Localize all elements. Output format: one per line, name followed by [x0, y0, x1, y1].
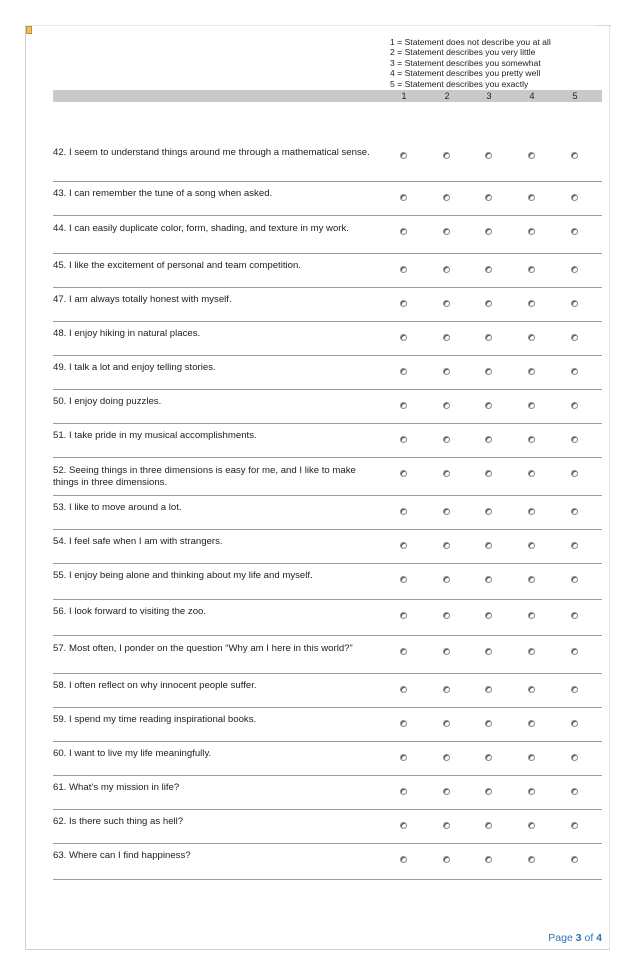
question-text: 51. I take pride in my musical accomplishments. — [53, 430, 257, 441]
question-text: 62. Is there such thing as hell? — [53, 816, 184, 827]
rating-radio-5[interactable] — [571, 542, 578, 549]
rating-radio-5[interactable] — [571, 194, 578, 201]
question-text: 50. I enjoy doing puzzles. — [53, 396, 162, 407]
rating-radio-1[interactable] — [400, 470, 407, 477]
rating-radio-4[interactable] — [528, 368, 535, 375]
rating-radio-1[interactable] — [400, 266, 407, 273]
scale-label-4: 4 — [529, 91, 535, 101]
question-text: 43. I can remember the tune of a song when asked. — [53, 188, 273, 199]
rating-radio-3[interactable] — [485, 334, 492, 341]
rating-radio-5[interactable] — [571, 368, 578, 375]
question-row — [53, 564, 602, 600]
question-row — [53, 254, 602, 288]
question-row — [53, 600, 602, 636]
rating-radio-2[interactable] — [443, 266, 450, 273]
question-row — [53, 182, 602, 216]
rating-radio-4[interactable] — [528, 822, 535, 829]
question-list — [53, 140, 602, 880]
rating-radio-3[interactable] — [485, 436, 492, 443]
scale-label-5: 5 — [572, 91, 578, 101]
page-footer — [548, 932, 602, 944]
rating-radio-3[interactable] — [485, 856, 492, 863]
rating-radio-3[interactable] — [485, 788, 492, 795]
rating-radio-5[interactable] — [571, 228, 578, 235]
rating-radio-2[interactable] — [443, 720, 450, 727]
rating-radio-2[interactable] — [443, 508, 450, 515]
question-row — [53, 356, 602, 390]
rating-radio-4[interactable] — [528, 402, 535, 409]
question-text: 57. Most often, I ponder on the question “Why am I here in this world?” — [53, 643, 353, 654]
rating-radio-1[interactable] — [400, 576, 407, 583]
rating-radio-3[interactable] — [485, 576, 492, 583]
question-row — [53, 288, 602, 322]
rating-radio-4[interactable] — [528, 754, 535, 761]
legend-item: 5 = Statement describes you exactly — [390, 78, 529, 89]
rating-radio-1[interactable] — [400, 612, 407, 619]
rating-radio-2[interactable] — [443, 228, 450, 235]
rating-radio-2[interactable] — [443, 788, 450, 795]
question-row — [53, 458, 602, 496]
page-sep: of — [581, 932, 597, 944]
rating-radio-5[interactable] — [571, 436, 578, 443]
rating-radio-4[interactable] — [528, 228, 535, 235]
rating-radio-3[interactable] — [485, 542, 492, 549]
scale-label-1: 1 — [401, 91, 407, 101]
rating-radio-5[interactable] — [571, 822, 578, 829]
page-current: 3 — [575, 932, 582, 944]
rating-radio-1[interactable] — [400, 300, 407, 307]
rating-radio-5[interactable] — [571, 856, 578, 863]
rating-radio-4[interactable] — [528, 686, 535, 693]
rating-radio-5[interactable] — [571, 266, 578, 273]
legend-item: 4 = Statement describes you pretty well — [390, 68, 541, 79]
rating-radio-5[interactable] — [571, 300, 578, 307]
rating-radio-2[interactable] — [443, 754, 450, 761]
rating-radio-2[interactable] — [443, 436, 450, 443]
rating-radio-4[interactable] — [528, 612, 535, 619]
rating-radio-3[interactable] — [485, 686, 492, 693]
question-text: 58. I often reflect on why innocent people suffer. — [53, 680, 257, 691]
rating-radio-4[interactable] — [528, 300, 535, 307]
rating-radio-1[interactable] — [400, 402, 407, 409]
rating-radio-1[interactable] — [400, 334, 407, 341]
rating-radio-4[interactable] — [528, 436, 535, 443]
question-text: 63. Where can I find happiness? — [53, 850, 191, 861]
rating-radio-4[interactable] — [528, 470, 535, 477]
rating-radio-4[interactable] — [528, 542, 535, 549]
question-text: 44. I can easily duplicate color, form, shading, and texture in my work. — [53, 223, 349, 234]
rating-legend — [390, 37, 551, 89]
question-row — [53, 530, 602, 564]
rating-radio-5[interactable] — [571, 754, 578, 761]
rating-radio-3[interactable] — [485, 194, 492, 201]
rating-radio-3[interactable] — [485, 822, 492, 829]
question-row — [53, 424, 602, 458]
question-row — [53, 776, 602, 810]
question-row — [53, 742, 602, 776]
question-row — [53, 708, 602, 742]
question-row — [53, 216, 602, 254]
rating-radio-1[interactable] — [400, 686, 407, 693]
anchor-icon — [26, 26, 32, 34]
rating-radio-4[interactable] — [528, 720, 535, 727]
question-row — [53, 140, 602, 182]
question-row — [53, 322, 602, 356]
question-text: 52. Seeing things in three dimensions is easy for me, and I like to make things in three dimensions. — [53, 465, 356, 488]
rating-radio-1[interactable] — [400, 228, 407, 235]
rating-radio-3[interactable] — [485, 470, 492, 477]
rating-radio-3[interactable] — [485, 368, 492, 375]
page-prefix: Page — [548, 932, 576, 944]
rating-radio-2[interactable] — [443, 402, 450, 409]
question-text: 54. I feel safe when I am with strangers. — [53, 536, 223, 547]
question-text: 48. I enjoy hiking in natural places. — [53, 328, 201, 339]
question-text: 42. I seem to understand things around me through a mathematical sense. — [53, 147, 370, 158]
rating-radio-5[interactable] — [571, 648, 578, 655]
page-total: 4 — [596, 932, 602, 944]
rating-radio-2[interactable] — [443, 368, 450, 375]
rating-radio-4[interactable] — [528, 856, 535, 863]
question-text: 60. I want to live my life meaningfully. — [53, 748, 212, 759]
rating-radio-1[interactable] — [400, 648, 407, 655]
rating-radio-1[interactable] — [400, 194, 407, 201]
rating-radio-4[interactable] — [528, 266, 535, 273]
rating-radio-3[interactable] — [485, 266, 492, 273]
rating-radio-4[interactable] — [528, 788, 535, 795]
rating-radio-3[interactable] — [485, 300, 492, 307]
rating-radio-2[interactable] — [443, 152, 450, 159]
question-row — [53, 674, 602, 708]
rating-radio-4[interactable] — [528, 194, 535, 201]
rating-radio-4[interactable] — [528, 576, 535, 583]
rating-radio-3[interactable] — [485, 648, 492, 655]
rating-radio-1[interactable] — [400, 436, 407, 443]
rating-radio-5[interactable] — [571, 508, 578, 515]
rating-radio-1[interactable] — [400, 152, 407, 159]
rating-radio-5[interactable] — [571, 152, 578, 159]
rating-radio-1[interactable] — [400, 720, 407, 727]
rating-radio-1[interactable] — [400, 368, 407, 375]
rating-radio-2[interactable] — [443, 334, 450, 341]
rating-radio-3[interactable] — [485, 612, 492, 619]
rating-radio-2[interactable] — [443, 648, 450, 655]
rating-radio-4[interactable] — [528, 334, 535, 341]
question-text: 55. I enjoy being alone and thinking about my life and myself. — [53, 570, 313, 581]
rating-radio-5[interactable] — [571, 402, 578, 409]
question-text: 61. What’s my mission in life? — [53, 782, 180, 793]
rating-radio-3[interactable] — [485, 152, 492, 159]
question-row — [53, 390, 602, 424]
rating-radio-1[interactable] — [400, 754, 407, 761]
question-text: 59. I spend my time reading inspirational books. — [53, 714, 257, 725]
question-text: 53. I like to move around a lot. — [53, 502, 182, 513]
rating-radio-3[interactable] — [485, 720, 492, 727]
rating-radio-1[interactable] — [400, 856, 407, 863]
rating-radio-3[interactable] — [485, 228, 492, 235]
rating-radio-5[interactable] — [571, 576, 578, 583]
question-row — [53, 496, 602, 530]
scale-label-2: 2 — [444, 91, 450, 101]
question-text: 56. I look forward to visiting the zoo. — [53, 606, 207, 617]
question-text: 47. I am always totally honest with myself. — [53, 294, 232, 305]
rating-radio-1[interactable] — [400, 822, 407, 829]
rating-radio-2[interactable] — [443, 686, 450, 693]
question-row — [53, 844, 602, 880]
rating-radio-2[interactable] — [443, 300, 450, 307]
rating-radio-1[interactable] — [400, 788, 407, 795]
rating-radio-4[interactable] — [528, 508, 535, 515]
rating-radio-2[interactable] — [443, 470, 450, 477]
rating-radio-2[interactable] — [443, 612, 450, 619]
rating-radio-2[interactable] — [443, 822, 450, 829]
rating-radio-5[interactable] — [571, 720, 578, 727]
rating-radio-2[interactable] — [443, 542, 450, 549]
legend-item: 1 = Statement does not describe you at all — [390, 37, 551, 47]
rating-radio-1[interactable] — [400, 508, 407, 515]
rating-radio-5[interactable] — [571, 686, 578, 693]
rating-radio-5[interactable] — [571, 612, 578, 619]
question-text: 45. I like the excitement of personal and team competition. — [53, 260, 301, 271]
rating-radio-5[interactable] — [571, 470, 578, 477]
question-row — [53, 810, 602, 844]
page-corner — [597, 25, 611, 34]
rating-radio-2[interactable] — [443, 576, 450, 583]
rating-radio-2[interactable] — [443, 856, 450, 863]
rating-radio-1[interactable] — [400, 542, 407, 549]
rating-radio-3[interactable] — [485, 754, 492, 761]
rating-radio-3[interactable] — [485, 402, 492, 409]
question-text: 49. I talk a lot and enjoy telling stories. — [53, 362, 216, 373]
legend-item: 3 = Statement describes you somewhat — [390, 57, 541, 68]
rating-radio-5[interactable] — [571, 788, 578, 795]
question-row — [53, 636, 602, 674]
rating-radio-2[interactable] — [443, 194, 450, 201]
rating-radio-4[interactable] — [528, 648, 535, 655]
rating-radio-5[interactable] — [571, 334, 578, 341]
rating-radio-3[interactable] — [485, 508, 492, 515]
legend-item: 2 = Statement describes you very little — [390, 47, 536, 58]
rating-radio-4[interactable] — [528, 152, 535, 159]
scale-label-3: 3 — [486, 91, 492, 101]
